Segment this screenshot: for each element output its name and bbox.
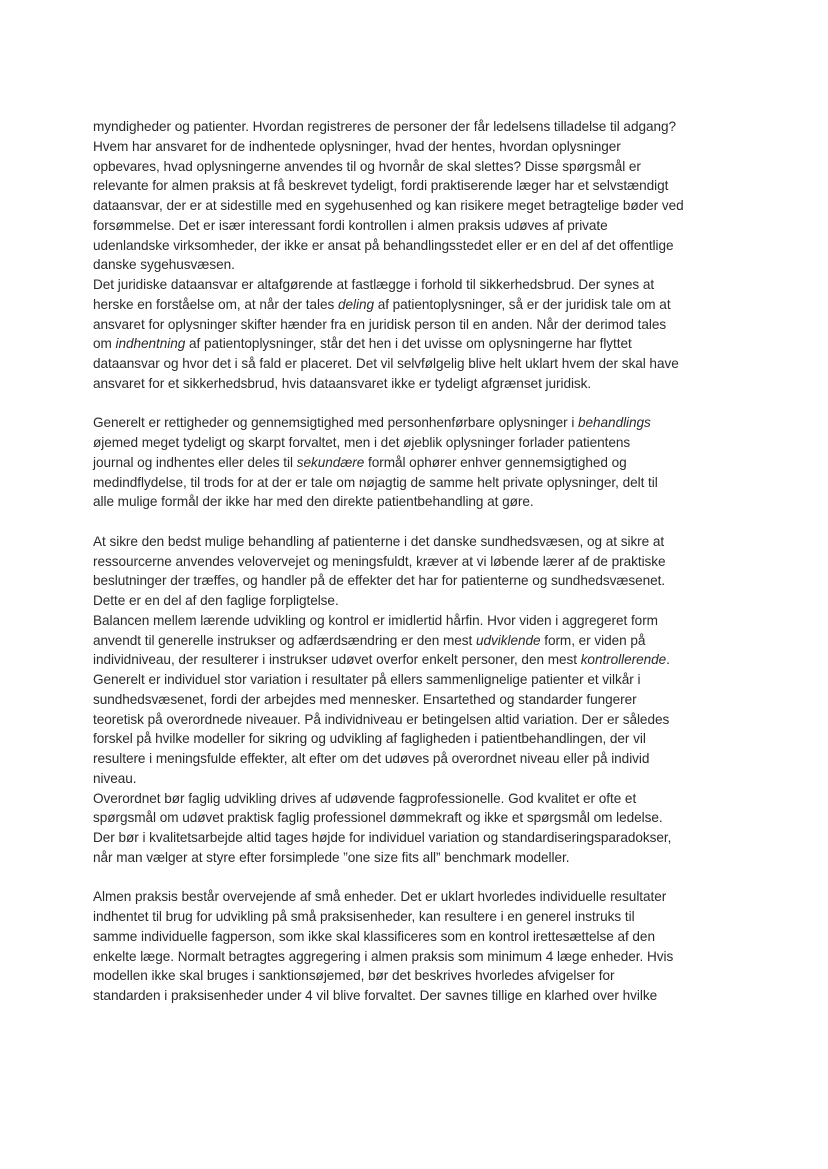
text-run: forskel på hvilke modeller for sikring og udvikling af fagligheden i patientbehandlingen, der vil xyxy=(93,731,646,747)
text-line xyxy=(93,176,745,196)
text-line xyxy=(93,710,745,730)
text-line xyxy=(93,492,745,512)
text-line xyxy=(93,887,745,907)
text-run: Generelt er individuel stor variation i resultater på ellers sammenlignelige patienter et vilkår i xyxy=(93,672,641,687)
text-run: udenlandske virksomheder, der ikke er ansat på behandlingsstedet eller er en del af det offentlige xyxy=(93,237,674,253)
text-line xyxy=(93,789,745,809)
document-page xyxy=(93,117,745,1006)
text-run: Generelt er rettigheder og gennemsigtighed med personhenførbare oplysninger i xyxy=(93,415,579,431)
text-line xyxy=(93,275,745,295)
text-line xyxy=(93,236,745,256)
emphasized-term: sekundære xyxy=(296,454,365,470)
text-run: af patientoplysninger, så er der juridisk tale om at xyxy=(373,296,671,312)
text-run: øjemed meget tydeligt og skarpt forvaltet, men i det øjeblik oplysninger forlader patientens xyxy=(93,435,631,450)
text-line xyxy=(93,808,745,828)
text-line xyxy=(93,413,745,433)
text-line xyxy=(93,433,745,453)
text-run: alle mulige formål der ikke har med den direkte patientbehandling at gøre. xyxy=(93,494,534,510)
text-run: niveau. xyxy=(93,770,137,786)
text-line xyxy=(93,966,745,986)
text-line xyxy=(93,690,745,710)
text-run: Der bør i kvalitetsarbejde altid tages højde for individuel variation og standardiseringsparadokser, xyxy=(93,830,672,845)
text-run: ansvaret for et sikkerhedsbrud, hvis dataansvaret ikke er tydeligt afgrænset juridisk. xyxy=(93,375,592,391)
text-run: beslutninger der træffes, og handler på de effekter det har for patienterne og sundhedsvæsenet. xyxy=(93,573,666,589)
text-run: sundhedsvæsenet, fordi der arbejdes med mennesker. Ensartethed og standarder fungerer xyxy=(93,691,637,707)
text-line xyxy=(93,848,745,868)
text-run: indhentet til brug for udvikling på små praksisenheder, kan resultere i en generel instruks til xyxy=(93,909,635,924)
text-run: individniveau, der resulterer i instrukser udøvet overfor enkelt personer, den mest xyxy=(93,652,581,668)
text-run: når man vælger at styre efter forsimplede ”one size fits all” benchmark modeller. xyxy=(93,849,570,865)
text-line xyxy=(93,473,745,493)
text-run: danske sygehusvæsen. xyxy=(93,257,235,273)
paragraph-gap xyxy=(93,394,745,414)
text-run: . xyxy=(666,652,670,668)
text-line xyxy=(93,295,745,315)
text-line xyxy=(93,334,745,354)
text-line xyxy=(93,552,745,572)
text-run: Overordnet bør faglig udvikling drives af udøvende fagprofessionelle. God kvalitet er ofte et xyxy=(93,790,637,806)
text-run: Almen praksis består overvejende af små enheder. Det er uklart hvorledes individuelle resultater xyxy=(93,889,667,905)
text-line xyxy=(93,374,745,394)
text-run: dataansvar og hvor det i så fald er placeret. Det vil selvfølgelig blive helt uklart hvem der skal have xyxy=(93,356,679,371)
text-line xyxy=(93,947,745,967)
text-line xyxy=(93,749,745,769)
text-line xyxy=(93,611,745,631)
text-line xyxy=(93,591,745,611)
text-line xyxy=(93,769,745,789)
text-line xyxy=(93,216,745,236)
text-run: medindflydelse, til trods for at der er tale om nøjagtig de samme helt private oplysninger, delt til xyxy=(93,474,658,490)
text-run: forsømmelse. Det er især interessant fordi kontrollen i almen praksis udøves af private xyxy=(93,217,608,233)
text-run: formål ophører enhver gennemsigtighed og xyxy=(364,454,627,470)
text-line xyxy=(93,828,745,848)
text-run: samme individuelle fagperson, som ikke skal klassificeres som en kontrol irettesættelse af den xyxy=(93,928,655,944)
text-run: Hvem har ansvaret for de indhentede oplysninger, hvad der hentes, hvordan oplysninger xyxy=(93,138,621,154)
text-line xyxy=(93,157,745,177)
text-run: opbevares, hvad oplysningerne anvendes til og hvornår de skal slettes? Disse spørgsmål er xyxy=(93,158,641,174)
emphasized-term: kontrollerende xyxy=(580,652,667,668)
text-line xyxy=(93,255,745,275)
text-run: af patientoplysninger, står det hen i det uvisse om oplysningerne har flyttet xyxy=(185,336,632,352)
text-run: herske en forståelse om, at når der tales xyxy=(93,296,338,312)
text-run: enkelte læge. Normalt betragtes aggregering i almen praksis som minimum 4 læge enheder. Hvis xyxy=(93,948,674,964)
text-line xyxy=(93,571,745,591)
emphasized-term: deling xyxy=(337,296,374,312)
paragraph-gap xyxy=(93,512,745,532)
text-run: resultere i meningsfulde effekter, alt efter om det udøves på overordnet niveau eller på individ xyxy=(93,751,650,766)
text-line xyxy=(93,927,745,947)
text-line xyxy=(93,907,745,927)
text-run: spørgsmål om udøvet praktisk faglig professionel dømmekraft og ikke et spørgsmål om ledelse. xyxy=(93,810,663,826)
text-run: ansvaret for oplysninger skifter hænder fra en juridisk person til en anden. Når der derimod tales xyxy=(93,316,667,332)
text-run: modellen ikke skal bruges i sanktionsøjemed, bør det beskrives hvorledes afvigelser for xyxy=(93,968,615,984)
text-run: journal og indhentes eller deles til xyxy=(93,454,297,470)
text-run: teoretisk på overordnede niveauer. På individniveau er betingelsen altid variation. Der er således xyxy=(93,711,670,727)
text-run: myndigheder og patienter. Hvordan registreres de personer der får ledelsens tilladelse til adgang? xyxy=(93,119,677,134)
text-line xyxy=(93,453,745,473)
text-run: form, er viden på xyxy=(540,632,646,648)
text-run: Dette er en del af den faglige forpligtelse. xyxy=(93,593,339,608)
text-run: anvendt til generelle instrukser og adfærdsændring er den mest xyxy=(93,632,476,648)
text-line xyxy=(93,196,745,216)
emphasized-term: indhentning xyxy=(115,336,186,352)
text-line xyxy=(93,532,745,552)
text-line xyxy=(93,986,745,1006)
text-run: relevante for almen praksis at få beskrevet tydeligt, fordi praktiserende læger har et selvstændigt xyxy=(93,178,669,194)
paragraph-gap xyxy=(93,868,745,888)
emphasized-term: udviklende xyxy=(475,632,541,648)
text-line xyxy=(93,650,745,670)
text-line xyxy=(93,315,745,335)
text-line xyxy=(93,670,745,690)
text-run: ressourcerne anvendes velovervejet og meningsfuldt, kræver at vi løbende lærer af de praktiske xyxy=(93,553,666,569)
text-line xyxy=(93,729,745,749)
text-run: dataansvar, der er at sidestille med en sygehusenhed og kan risikere meget betragtelige bøder ved xyxy=(93,198,684,213)
emphasized-term: behandlings xyxy=(578,415,651,431)
text-line xyxy=(93,137,745,157)
text-run: standarden i praksisenheder under 4 vil blive forvaltet. Der savnes tillige en klarhed over hvilke xyxy=(93,988,658,1003)
text-line xyxy=(93,117,745,137)
text-line xyxy=(93,631,745,651)
text-run: Balancen mellem lærende udvikling og kontrol er imidlertid hårfin. Hvor viden i aggregeret form xyxy=(93,612,658,628)
text-run: Det juridiske dataansvar er altafgørende at fastlægge i forhold til sikkerhedsbrud. Der synes at xyxy=(93,277,655,292)
text-run: om xyxy=(93,336,116,352)
text-run: At sikre den bedst mulige behandling af patienterne i det danske sundhedsvæsen, og at sikre at xyxy=(93,533,665,549)
text-line xyxy=(93,354,745,374)
